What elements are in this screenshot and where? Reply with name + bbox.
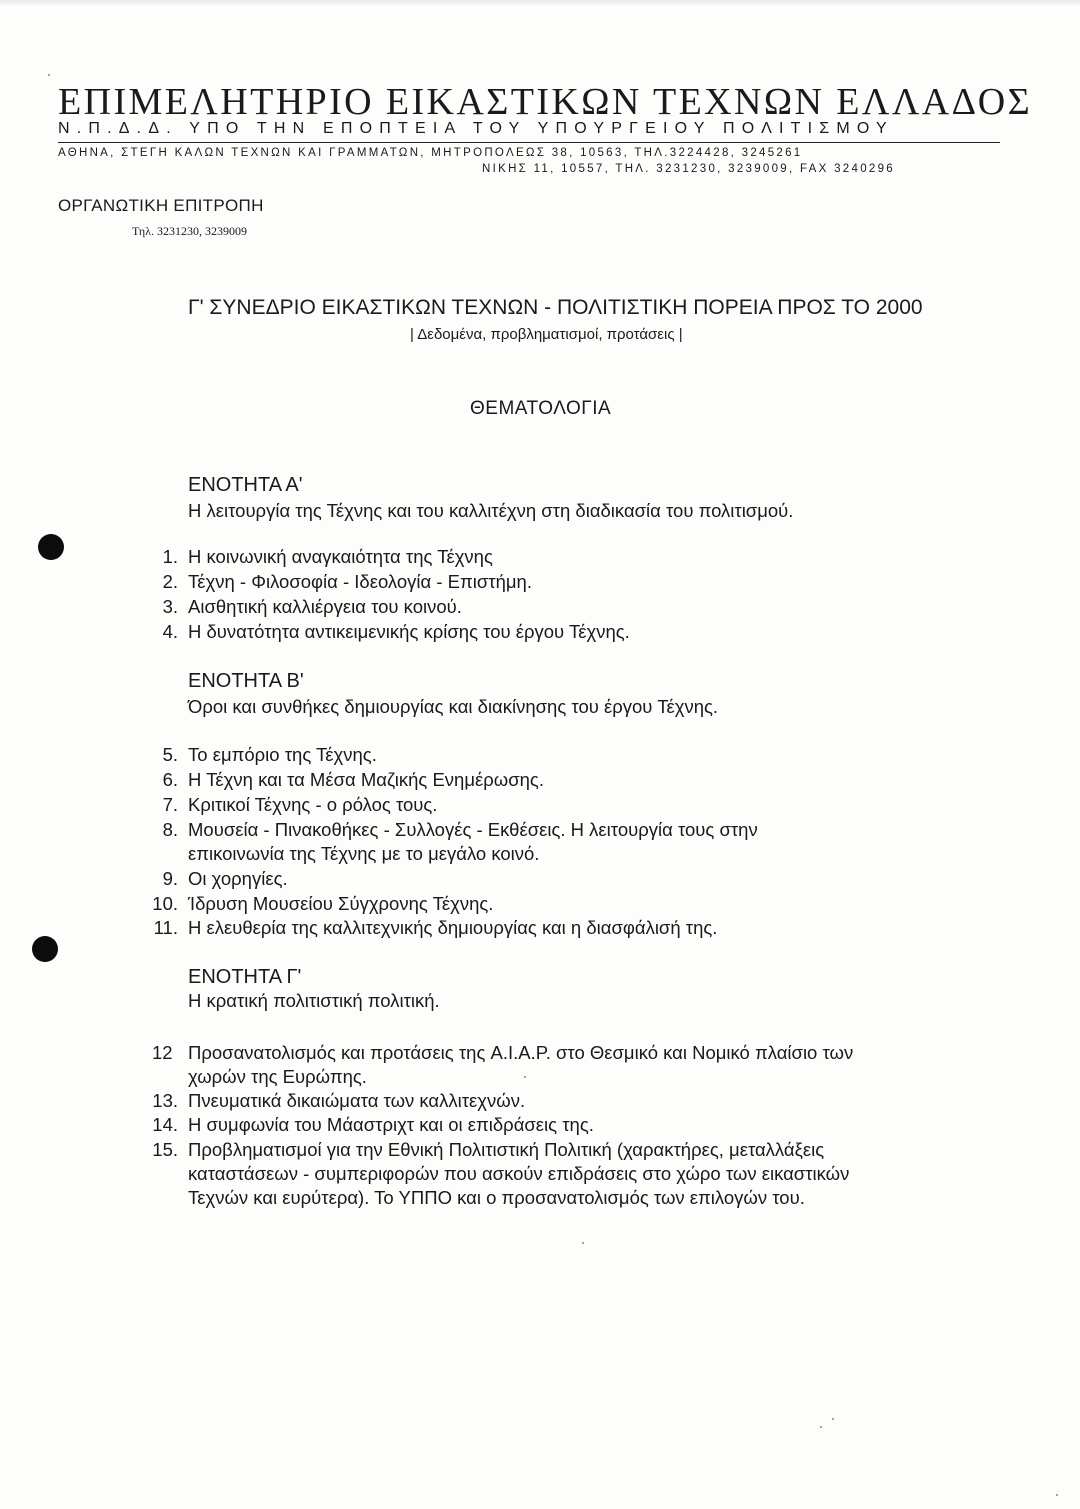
item-text-continued: Τεχνών και ευρύτερα). Το ΥΠΠΟ και ο προσανατολισμός των επιλογών του.: [188, 1187, 805, 1208]
conference-title: Γ' ΣΥΝΕΔΡΙΟ ΕΙΚΑΣΤΙΚΩΝ ΤΕΧΝΩΝ - ΠΟΛΙΤΙΣΤΙΚΗ ΠΟΡΕΙΑ ΠΡΟΣ ΤΟ 2000: [188, 296, 923, 319]
list-item: [0, 546, 1080, 572]
item-text: Η συμφωνία του Μάαστριχτ και οι επιδράσεις της.: [188, 1114, 594, 1135]
item-text: Πνευματικά δικαιώματα των καλλιτεχνών.: [188, 1090, 526, 1111]
item-text: Οι χορηγίες.: [188, 868, 288, 889]
section-c-heading: ΕΝΟΤΗΤΑ Γ': [188, 966, 302, 988]
item-text: Μουσεία - Πινακοθήκες - Συλλογές - Εκθέσεις. Η λειτουργία τους στην: [188, 819, 758, 840]
section-a-description: Η λειτουργία της Τέχνης και του καλλιτέχνη στη διαδικασία του πολιτισμού.: [188, 500, 794, 521]
scan-speck: [820, 1426, 822, 1428]
list-item: [0, 571, 1080, 597]
item-text: Η δυνατότητα αντικειμενικής κρίσης του έργου Τέχνης.: [188, 621, 630, 642]
list-item: [0, 1090, 1080, 1116]
item-text: Τέχνη - Φιλοσοφία - Ιδεολογία - Επιστήμη.: [188, 571, 532, 592]
item-text: Η κοινωνική αναγκαιότητα της Τέχνης: [188, 546, 493, 567]
punch-hole: [32, 936, 58, 962]
committee-title: ΟΡΓΑΝΩΤΙΚΗ ΕΠΙΤΡΟΠΗ: [58, 196, 264, 215]
item-number: 6.: [162, 769, 178, 790]
scan-speck: [582, 1242, 584, 1244]
list-item: [0, 868, 1080, 894]
list-item: [0, 893, 1080, 919]
scan-speck: [48, 74, 50, 76]
conference-subtitle: | Δεδομένα, προβληματισμοί, προτάσεις |: [410, 326, 683, 343]
item-text-continued: καταστάσεων - συμπεριφορών που ασκούν επιδράσεις στο χώρο των εικαστικών: [188, 1163, 850, 1184]
list-item: [0, 596, 1080, 622]
item-text: Αισθητική καλλιέργεια του κοινού.: [188, 596, 462, 617]
list-item: [0, 1042, 1080, 1092]
committee-tel: Τηλ. 3231230, 3239009: [132, 224, 247, 238]
organization-name: ΕΠΙΜΕΛΗΤΗΡΙΟ ΕΙΚΑΣΤΙΚΩΝ ΤΕΧΝΩΝ ΕΛΛΑΔΟΣ: [58, 81, 1033, 123]
item-number: 9.: [162, 868, 178, 889]
section-c-description: Η κρατική πολιτιστική πολιτική.: [188, 990, 440, 1011]
scan-speck: [1056, 1494, 1058, 1496]
address-line-1: ΑΘΗΝΑ, ΣΤΕΓΗ ΚΑΛΩΝ ΤΕΧΝΩΝ ΚΑΙ ΓΡΑΜΜΑΤΩΝ, ΜΗΤΡΟΠΟΛΕΩΣ 38, 10563, ΤΗΛ.3224428, 3245261: [58, 147, 803, 159]
item-number: 10.: [152, 893, 178, 914]
item-text-continued: χωρών της Ευρώπης.: [188, 1066, 367, 1087]
item-text: Προβληματισμοί για την Εθνική Πολιτιστική Πολιτική (χαρακτήρες, μεταλλάξεις: [188, 1139, 825, 1160]
section-b-description: Όροι και συνθήκες δημιουργίας και διακίνησης του έργου Τέχνης.: [188, 696, 719, 717]
item-text: Κριτικοί Τέχνης - ο ρόλος τους.: [188, 794, 438, 815]
scan-speck: [524, 1076, 526, 1078]
item-number: 5.: [162, 744, 178, 765]
item-number: 3.: [162, 596, 178, 617]
punch-hole: [38, 534, 64, 560]
scan-edge: [0, 0, 1080, 6]
item-text-continued: επικοινωνία της Τέχνης με το μεγάλο κοινό.: [188, 843, 540, 864]
list-item: [0, 819, 1080, 869]
list-item: [0, 1139, 1080, 1215]
item-text: Ίδρυση Μουσείου Σύγχρονης Τέχνης.: [188, 893, 494, 914]
section-b-heading: ΕΝΟΤΗΤΑ Β': [188, 670, 304, 692]
header-rule: [58, 142, 1000, 143]
list-item: [0, 769, 1080, 795]
item-text: Προσανατολισμός και προτάσεις της A.I.A.P. στο Θεσμικό και Νομικό πλαίσιο των: [188, 1042, 854, 1063]
scan-speck: [832, 1418, 834, 1420]
item-text: Η ελευθερία της καλλιτεχνικής δημιουργίας και η διασφάλισή της.: [188, 917, 718, 938]
organization-subtitle: Ν.Π.Δ.Δ. ΥΠΟ ΤΗΝ ΕΠΟΠΤΕΙΑ ΤΟΥ ΥΠΟΥΡΓΕΙΟΥ ΠΟΛΙΤΙΣΜΟΥ: [58, 120, 894, 137]
item-number: 12: [152, 1042, 173, 1063]
address-line-2: ΝΙΚΗΣ 11, 10557, ΤΗΛ. 3231230, 3239009, FAX 3240296: [482, 163, 895, 175]
list-item: [0, 744, 1080, 770]
item-number: 8.: [162, 819, 178, 840]
section-a-heading: ΕΝΟΤΗΤΑ Α': [188, 474, 303, 496]
item-number: 1.: [162, 546, 178, 567]
list-item: [0, 917, 1080, 943]
theme-heading: ΘΕΜΑΤΟΛΟΓΙΑ: [470, 398, 612, 419]
list-item: [0, 794, 1080, 820]
item-number: 14.: [152, 1114, 178, 1135]
item-text: Η Τέχνη και τα Μέσα Μαζικής Ενημέρωσης.: [188, 769, 544, 790]
list-item: [0, 1114, 1080, 1140]
item-number: 13.: [152, 1090, 178, 1111]
item-number: 11.: [153, 917, 178, 938]
item-number: 2.: [162, 571, 178, 592]
item-number: 4.: [162, 621, 178, 642]
list-item: [0, 621, 1080, 647]
item-text: Το εμπόριο της Τέχνης.: [188, 744, 377, 765]
item-number: 15.: [152, 1139, 178, 1160]
item-number: 7.: [162, 794, 178, 815]
